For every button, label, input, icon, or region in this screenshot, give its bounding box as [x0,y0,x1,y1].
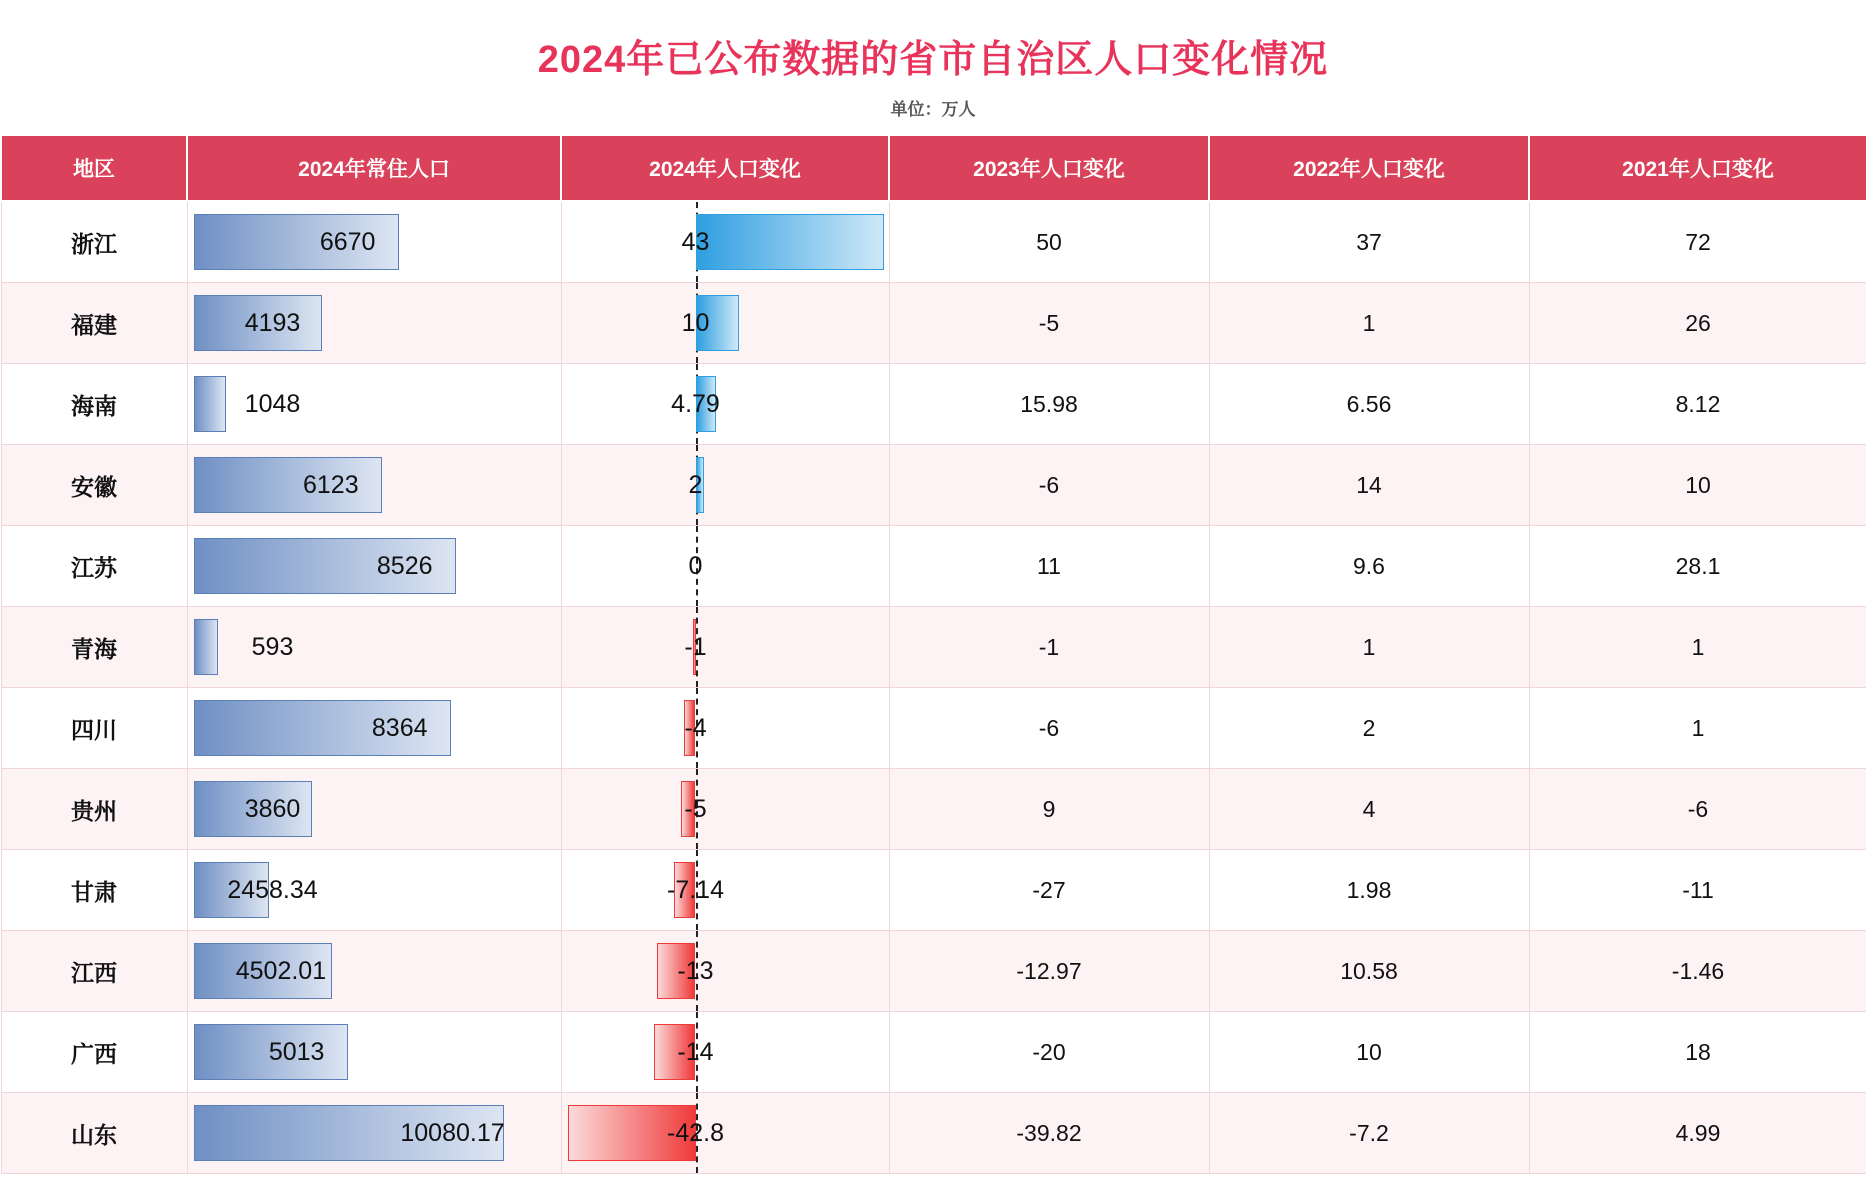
population-table [0,134,1866,1174]
population-value: 1048 [244,390,301,418]
table-row [1,364,1866,445]
change-2021-value: -11 [1529,850,1866,931]
change-2023-value: 50 [889,201,1209,283]
change-2024-value: -4 [684,714,707,742]
change-2024-value: 43 [681,228,710,256]
region-label: 广西 [1,1012,187,1093]
change-2024-cell [561,769,889,850]
change-2022-value: 9.6 [1209,526,1529,607]
population-value: 6670 [319,228,376,256]
change-2024-cell [561,445,889,526]
change-2024-value: 4.79 [671,390,720,418]
change-2024-value: -14 [677,1038,714,1066]
table-row [1,201,1866,283]
population-value: 8526 [376,552,433,580]
change-2022-value: 6.56 [1209,364,1529,445]
change-2024-value: 10 [681,309,710,337]
population-value: 8364 [371,714,428,742]
region-label: 甘肃 [1,850,187,931]
change-2021-value: 18 [1529,1012,1866,1093]
change-bar-positive [696,214,884,270]
table-row [1,931,1866,1012]
region-label: 贵州 [1,769,187,850]
change-2024-value: -1 [684,633,707,661]
change-2023-value: -27 [889,850,1209,931]
region-label: 海南 [1,364,187,445]
change-2023-value: 15.98 [889,364,1209,445]
change-2024-value: -5 [684,795,707,823]
change-2022-value: 10 [1209,1012,1529,1093]
change-2022-value: 1.98 [1209,850,1529,931]
region-label: 福建 [1,283,187,364]
change-2021-value: -1.46 [1529,931,1866,1012]
change-2021-value: 10 [1529,445,1866,526]
column-header-region: 地区 [1,135,187,201]
change-2023-value: -5 [889,283,1209,364]
population-cell [187,283,561,364]
population-cell [187,445,561,526]
table-row [1,607,1866,688]
change-2021-value: 1 [1529,607,1866,688]
region-label: 山东 [1,1093,187,1174]
change-2024-cell [561,1012,889,1093]
population-value: 3860 [244,795,301,823]
change-2021-value: 72 [1529,201,1866,283]
change-2024-cell [561,931,889,1012]
population-cell [187,769,561,850]
region-label: 江西 [1,931,187,1012]
table-row [1,688,1866,769]
column-header-chg2022: 2022年人口变化 [1209,135,1529,201]
change-2022-value: 37 [1209,201,1529,283]
change-2023-value: -6 [889,688,1209,769]
change-2021-value: 1 [1529,688,1866,769]
change-2023-value: -12.97 [889,931,1209,1012]
table-row [1,769,1866,850]
table-body [1,201,1866,1174]
region-label: 四川 [1,688,187,769]
table-row [1,526,1866,607]
change-2024-value: 0 [688,552,703,580]
change-2024-cell [561,364,889,445]
change-2024-value: 2 [688,471,703,499]
population-value: 10080.17 [400,1119,505,1147]
change-2022-value: 4 [1209,769,1529,850]
change-2024-cell [561,201,889,283]
population-cell [187,850,561,931]
change-2024-cell [561,607,889,688]
change-2022-value: 2 [1209,688,1529,769]
column-header-chg2021: 2021年人口变化 [1529,135,1866,201]
table-row [1,850,1866,931]
change-2023-value: 9 [889,769,1209,850]
change-2024-value: -42.8 [667,1119,724,1147]
population-cell [187,201,561,283]
change-2024-cell [561,1093,889,1174]
population-cell [187,1093,561,1174]
change-2024-cell [561,283,889,364]
change-2021-value: -6 [1529,769,1866,850]
unit-subtitle: 单位：万人 [890,100,976,119]
table-row [1,1012,1866,1093]
change-2023-value: -6 [889,445,1209,526]
region-label: 浙江 [1,201,187,283]
change-2024-cell [561,688,889,769]
change-2022-value: 10.58 [1209,931,1529,1012]
column-header-chg2023: 2023年人口变化 [889,135,1209,201]
population-value: 593 [251,633,294,661]
change-2023-value: 11 [889,526,1209,607]
change-2021-value: 28.1 [1529,526,1866,607]
column-header-pop2024: 2024年常住人口 [187,135,561,201]
change-2024-value: -13 [677,957,714,985]
page-title: 2024年已公布数据的省市自治区人口变化情况 [537,39,1329,81]
population-value: 6123 [302,471,359,499]
change-2023-value: -39.82 [889,1093,1209,1174]
change-2024-value: -7.14 [667,876,724,904]
change-2022-value: 14 [1209,445,1529,526]
region-label: 江苏 [1,526,187,607]
change-2021-value: 8.12 [1529,364,1866,445]
population-cell [187,526,561,607]
change-2021-value: 26 [1529,283,1866,364]
population-value: 4193 [244,309,301,337]
region-label: 安徽 [1,445,187,526]
change-2021-value: 4.99 [1529,1093,1866,1174]
table-row [1,283,1866,364]
table-header-row [1,135,1866,201]
population-cell [187,607,561,688]
table-row [1,445,1866,526]
change-2022-value: -7.2 [1209,1093,1529,1174]
change-2022-value: 1 [1209,283,1529,364]
population-cell [187,931,561,1012]
change-2023-value: -1 [889,607,1209,688]
region-label: 青海 [1,607,187,688]
change-2023-value: -20 [889,1012,1209,1093]
population-cell [187,364,561,445]
population-value: 5013 [268,1038,325,1066]
table-row [1,1093,1866,1174]
change-2024-cell [561,526,889,607]
change-2024-cell [561,850,889,931]
population-cell [187,688,561,769]
column-header-chg2024: 2024年人口变化 [561,135,889,201]
population-cell [187,1012,561,1093]
population-value: 2458.34 [227,876,318,904]
population-value: 4502.01 [235,957,327,985]
change-2022-value: 1 [1209,607,1529,688]
